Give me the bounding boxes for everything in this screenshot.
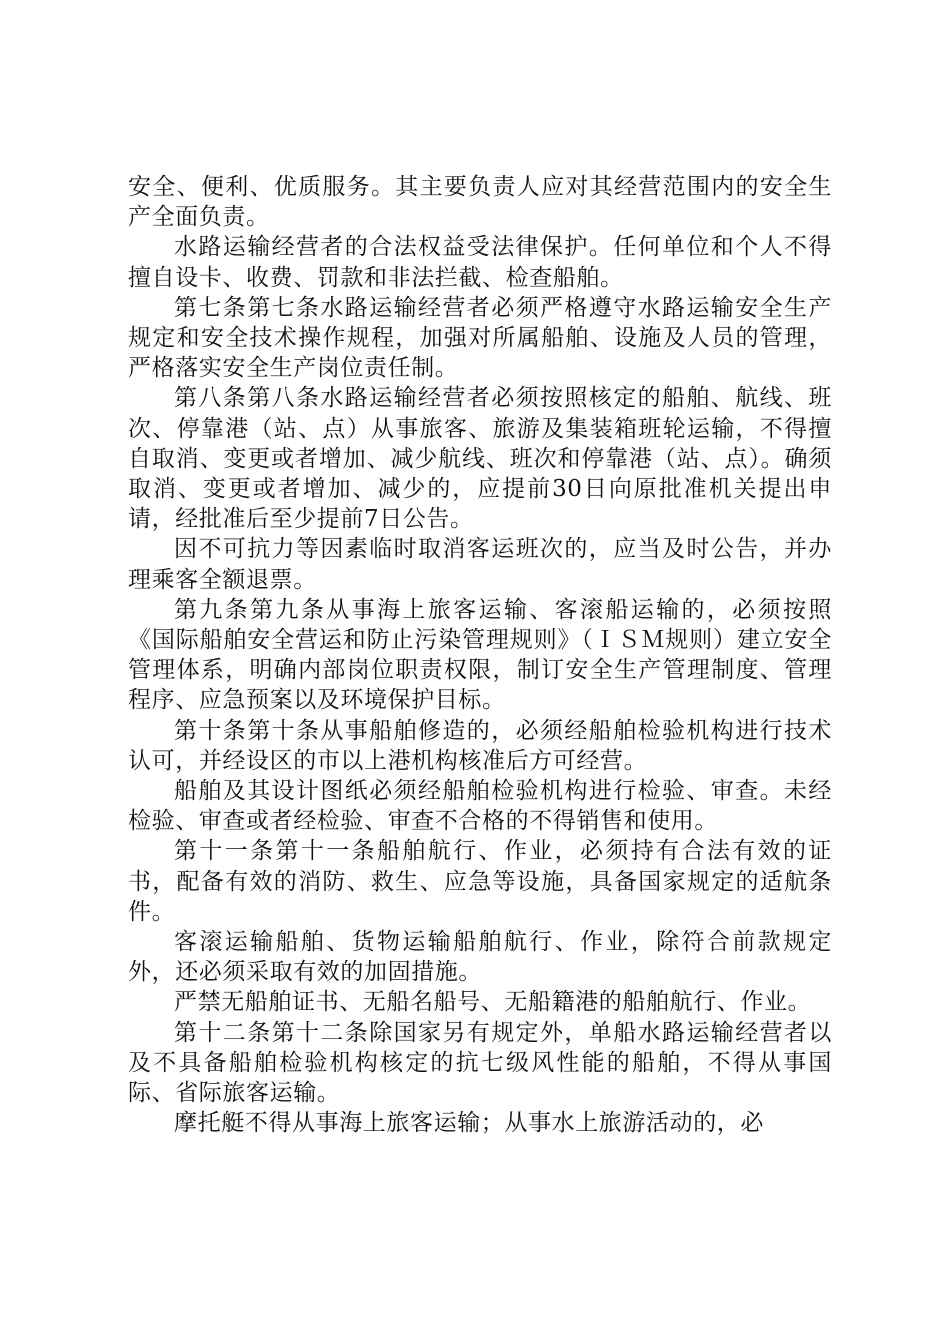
paragraph: 客滚运输船舶、货物运输船舶航行、作业，除符合前款规定外，还必须采取有效的加固措施。: [128, 929, 832, 986]
paragraph: 因不可抗力等因素临时取消客运班次的，应当及时公告，并办理乘客全额退票。: [128, 536, 832, 593]
article-8-paragraph: 第八条第八条水路运输经营者必须按照核定的船舶、航线、班次、停靠港（站、点）从事旅客、旅游及集装箱班轮运输，不得擅自取消、变更或者增加、减少航线、班次和停靠港（站、点）。确须取消、变更或者增加、减少的，应提前30日向原批准机关提出申请，经批准后至少提前7日公告。: [128, 385, 832, 533]
paragraph: 摩托艇不得从事海上旅客运输；从事水上旅游活动的，必: [174, 1110, 764, 1137]
document-body: [128, 172, 832, 1139]
paragraph: 船舶及其设计图纸必须经船舶检验机构进行检验、审查。未经检验、审查或者经检验、审查不合格的不得销售和使用。: [128, 778, 832, 835]
article-10-paragraph: 第十条第十条从事船舶修造的，必须经船舶检验机构进行技术认可，并经设区的市以上港机构核准后方可经营。: [128, 717, 832, 774]
paragraph: 严禁无船舶证书、无船名船号、无船籍港的船舶航行、作业。: [174, 989, 812, 1016]
article-7-paragraph: 第七条第七条水路运输经营者必须严格遵守水路运输安全生产规定和安全技术操作规程，加强对所属船舶、设施及人员的管理，严格落实安全生产岗位责任制。: [128, 294, 832, 382]
article-12-paragraph: 第十二条第十二条除国家另有规定外，单船水路运输经营者以及不具备船舶检验机构核定的抗七级风性能的船舶，不得从事国际、省际旅客运输。: [128, 1019, 832, 1107]
article-9-paragraph: 第九条第九条从事海上旅客运输、客滚船运输的，必须按照《国际船舶安全营运和防止污染管理规则》（ＩＳＭ规则）建立安全管理体系，明确内部岗位职责权限，制订安全生产管理制度、管理程序、应急预案以及环境保护目标。: [128, 596, 832, 714]
article-11-paragraph: 第十一条第十一条船舶航行、作业，必须持有合法有效的证书，配备有效的消防、救生、应急等设施，具备国家规定的适航条件。: [128, 838, 832, 925]
paragraph: 水路运输经营者的合法权益受法律保护。任何单位和个人不得擅自设卡、收费、罚款和非法拦截、检查船舶。: [128, 234, 832, 291]
paragraph-continuation: 安全、便利、优质服务。其主要负责人应对其经营范围内的安全生产全面负责。: [128, 174, 832, 231]
